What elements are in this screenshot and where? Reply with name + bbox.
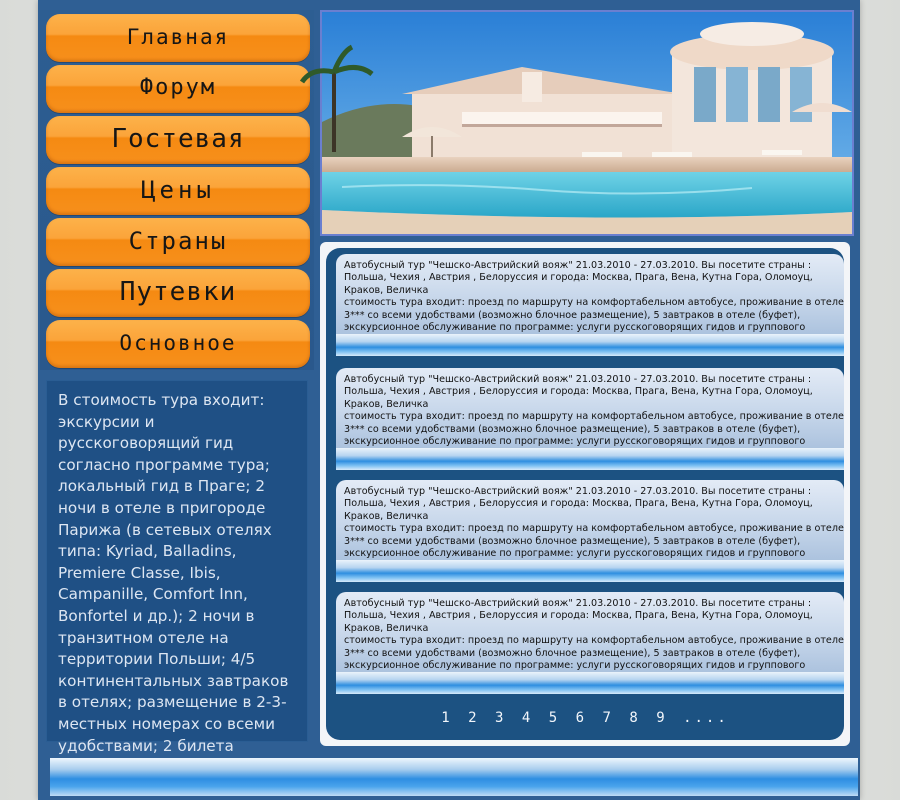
tour-card[interactable] <box>336 254 844 356</box>
tour-description: Автобусный тур "Чешско-Австрийский вояж" 21.03.2010 - 27.03.2010. Вы посетите страны : Польша, Чехия , Австрия , Белоруссия и города: Москва, Прага, Вена, Кутна Гора, Оломоуц, Краков, Величка стоимость тура входит: проезд по маршруту на комфортабельном автобусе, проживание в отеле 3*** со всеми удобствами (возможно блочное размещение), 5 завтраков в отеле (буфет), экскурсионное обслуживание по программе: услуги русскоговорящих гидов и группового <box>344 374 844 448</box>
tour-description: Автобусный тур "Чешско-Австрийский вояж" 21.03.2010 - 27.03.2010. Вы посетите страны : Польша, Чехия , Австрия , Белоруссия и города: Москва, Прага, Вена, Кутна Гора, Оломоуц, Краков, Величка стоимость тура входит: проезд по маршруту на комфортабельном автобусе, проживание в отеле 3*** со всеми удобствами (возможно блочное размещение), 5 завтраков в отеле (буфет), экскурсионное обслуживание по программе: услуги русскоговорящих гидов и группового <box>344 598 844 672</box>
menu-item-label: Путевки <box>119 277 237 307</box>
tour-card[interactable] <box>336 592 844 694</box>
menu-item-label: Гостевая <box>111 124 245 154</box>
villa-pool-illustration <box>322 12 852 234</box>
menu-item-osnovnoe[interactable] <box>46 320 310 368</box>
tour-card[interactable] <box>336 480 844 582</box>
page-link[interactable]: 8 <box>629 710 641 726</box>
more-pages-link[interactable]: .... <box>683 710 729 726</box>
menu-item-label: Главная <box>126 25 230 49</box>
page-link[interactable]: 3 <box>494 710 507 726</box>
main-menu <box>40 10 314 370</box>
menu-item-tseny[interactable] <box>46 167 310 215</box>
footer-bar <box>50 758 858 796</box>
tour-card-bar <box>336 672 844 694</box>
menu-item-label: Страны <box>128 227 228 255</box>
tour-description: Автобусный тур "Чешско-Австрийский вояж" 21.03.2010 - 27.03.2010. Вы посетите страны : Польша, Чехия , Австрия , Белоруссия и города: Москва, Прага, Вена, Кутна Гора, Оломоуц, Краков, Величка стоимость тура входит: проезд по маршруту на комфортабельном автобусе, проживание в отеле 3*** со всеми удобствами (возможно блочное размещение), 5 завтраков в отеле (буфет), экскурсионное обслуживание по программе: услуги русскоговорящих гидов и группового <box>344 260 844 334</box>
tour-description: Автобусный тур "Чешско-Австрийский вояж" 21.03.2010 - 27.03.2010. Вы посетите страны : Польша, Чехия , Австрия , Белоруссия и города: Москва, Прага, Вена, Кутна Гора, Оломоуц, Краков, Величка стоимость тура входит: проезд по маршруту на комфортабельном автобусе, проживание в отеле 3*** со всеми удобствами (возможно блочное размещение), 5 завтраков в отеле (буфет), экскурсионное обслуживание по программе: услуги русскоговорящих гидов и группового <box>344 486 844 560</box>
page-link[interactable]: 5 <box>548 710 561 726</box>
pagination <box>326 710 844 726</box>
page-link[interactable]: 4 <box>521 710 534 726</box>
page-link[interactable]: 1 <box>441 710 453 726</box>
menu-item-strany[interactable] <box>46 218 310 266</box>
page-link[interactable]: 7 <box>602 710 614 726</box>
tour-info-text: В стоимость тура входит: экскурсии и русскоговорящий гид согласно программе тура; локальный гид в Праге; 2 ночи в отеле в пригороде Парижа (в сетевых отелях типа: Kyriad, Balladins, Premiere Classe, Ibis, Campanille, Comfort Inn, Bonfortel и др.); 2 ночи в транзитном отеле на территории Польши; 4/5 континентальных завтраков в отелях; размещение в 2-3-местных номерах со всеми удобствами; 2 билета <box>58 391 289 755</box>
page-link[interactable]: 6 <box>575 710 588 726</box>
menu-item-label: Форум <box>139 75 217 100</box>
content-panel <box>320 242 850 746</box>
menu-item-putevki[interactable] <box>46 269 310 317</box>
menu-item-glavnaya[interactable] <box>46 14 310 62</box>
page-link[interactable]: 2 <box>468 710 480 726</box>
tour-card-bar <box>336 448 844 470</box>
tour-card-bar <box>336 334 844 356</box>
menu-item-label: Цены <box>141 176 215 204</box>
tour-card[interactable] <box>336 368 844 470</box>
menu-item-label: Основное <box>119 331 237 355</box>
menu-item-gostevaya[interactable] <box>46 116 310 164</box>
tour-info-panel <box>46 380 308 755</box>
tour-list <box>326 248 844 740</box>
menu-item-forum[interactable] <box>46 65 310 113</box>
page-link[interactable]: 9 <box>656 710 668 726</box>
tour-card-bar <box>336 560 844 582</box>
villa-pool-photo <box>320 10 854 236</box>
